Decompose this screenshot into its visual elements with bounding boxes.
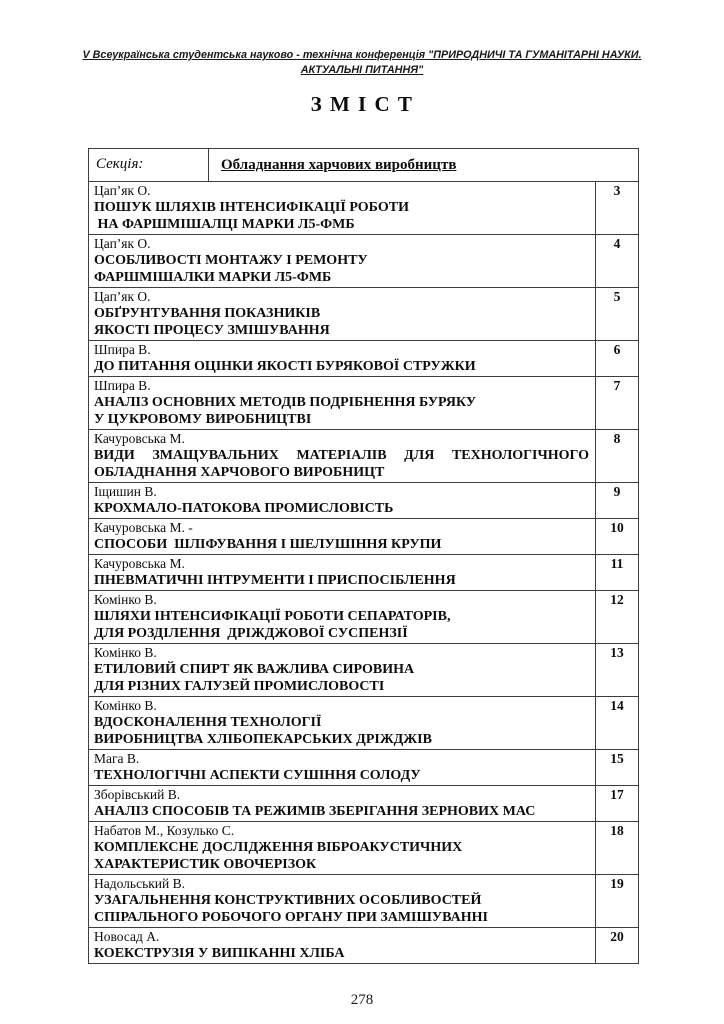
entry-title-line: КОМПЛЕКСНЕ ДОСЛІДЖЕННЯ ВІБРОАКУСТИЧНИХ (94, 840, 463, 855)
table-row (89, 697, 639, 750)
entry-page-number: 4 (596, 235, 639, 288)
entry-title-line: КОЕКСТРУЗІЯ У ВИПІКАННІ ХЛІБА (94, 946, 345, 961)
table-row (89, 519, 639, 555)
entry-title-line: ПОШУК ШЛЯХІВ ІНТЕНСИФІКАЦІЇ РОБОТИ (94, 200, 409, 215)
table-row (89, 875, 639, 928)
entry-title-line: ВИРОБНИЦТВА ХЛІБОПЕКАРСЬКИХ ДРІЖДЖІВ (94, 732, 432, 747)
entry-cell (89, 288, 596, 341)
table-row (89, 430, 639, 483)
entry-title-line: ЯКОСТІ ПРОЦЕСУ ЗМІШУВАННЯ (94, 323, 330, 338)
entry-cell (89, 822, 596, 875)
entry-author: Зборівський В. (94, 787, 181, 802)
entry-author: Новосад А. (94, 929, 160, 944)
entry-cell (89, 786, 596, 822)
entry-title-line: ЕТИЛОВИЙ СПИРТ ЯК ВАЖЛИВА СИРОВИНА (94, 662, 415, 677)
table-row (89, 235, 639, 288)
entry-title-line: ВИДИ ЗМАЩУВАЛЬНИХ МАТЕРІАЛІВ ДЛЯ ТЕХНОЛОГІЧНОГО (94, 448, 589, 463)
entry-cell (89, 483, 596, 519)
entry-cell (89, 928, 596, 964)
entry-author: Іщишин В. (94, 484, 157, 499)
entry-title-line: ВДОСКОНАЛЕННЯ ТЕХНОЛОГІЇ (94, 715, 322, 730)
entry-author: Комінко В. (94, 645, 157, 660)
entry-author: Набатов М., Козулько С. (94, 823, 235, 838)
entry-author: Качуровська М. - (94, 520, 193, 535)
entry-page-number: 17 (596, 786, 639, 822)
entry-author: Цап’як О. (94, 183, 151, 198)
entry-author: Комінко В. (94, 698, 157, 713)
entry-page-number: 20 (596, 928, 639, 964)
entry-title-line: ОБҐРУНТУВАННЯ ПОКАЗНИКІВ (94, 306, 321, 321)
entry-page-number: 14 (596, 697, 639, 750)
entry-cell (89, 750, 596, 786)
conference-header-line1: V Всеукраїнська студентська науково - технічна конференція "ПРИРОДНИЧІ ТА ГУМАНІТАРНІ НАУКИ. (82, 49, 642, 61)
entry-cell (89, 377, 596, 430)
entry-page-number: 6 (596, 341, 639, 377)
conference-header (0, 0, 724, 78)
entry-title-line: ДЛЯ РОЗДІЛЕННЯ ДРІЖДЖОВОЇ СУСПЕНЗІЇ (94, 626, 408, 641)
entry-author: Шпира В. (94, 378, 151, 393)
entry-title-line: ХАРАКТЕРИСТИК ОВОЧЕРІЗОК (94, 857, 317, 872)
entry-cell (89, 182, 596, 235)
entry-page-number: 3 (596, 182, 639, 235)
entry-title-line: АНАЛІЗ ОСНОВНИХ МЕТОДІВ ПОДРІБНЕННЯ БУРЯКУ (94, 395, 477, 410)
entry-title-line: УЗАГАЛЬНЕННЯ КОНСТРУКТИВНИХ ОСОБЛИВОСТЕЙ (94, 893, 482, 908)
entry-title-line: СПОСОБИ ШЛІФУВАННЯ І ШЕЛУШІННЯ КРУПИ (94, 537, 442, 552)
entry-title-line: ДЛЯ РІЗНИХ ГАЛУЗЕЙ ПРОМИСЛОВОСТІ (94, 679, 385, 694)
entry-page-number: 19 (596, 875, 639, 928)
entry-cell (89, 644, 596, 697)
entry-title-line: ПНЕВМАТИЧНІ ІНТРУМЕНТИ І ПРИСПОСІБЛЕННЯ (94, 573, 456, 588)
entry-cell (89, 341, 596, 377)
entry-cell (89, 430, 596, 483)
entry-title-line: ТЕХНОЛОГІЧНІ АСПЕКТИ СУШІННЯ СОЛОДУ (94, 768, 421, 783)
entry-title-line: У ЦУКРОВОМУ ВИРОБНИЦТВІ (94, 412, 312, 427)
table-row (89, 341, 639, 377)
entry-title-line: КРОХМАЛО-ПАТОКОВА ПРОМИСЛОВІСТЬ (94, 501, 394, 516)
table-row (89, 555, 639, 591)
entry-page-number: 15 (596, 750, 639, 786)
entry-page-number: 9 (596, 483, 639, 519)
entry-page-number: 18 (596, 822, 639, 875)
entry-title-line: ШЛЯХИ ІНТЕНСИФІКАЦІЇ РОБОТИ СЕПАРАТОРІВ, (94, 609, 451, 624)
entry-title-line: НА ФАРШМІШАЛЦІ МАРКИ Л5-ФМБ (94, 217, 355, 232)
entry-author: Надольський В. (94, 876, 185, 891)
section-value-cell (209, 149, 639, 182)
table-row (89, 786, 639, 822)
entry-author: Комінко В. (94, 592, 157, 607)
table-row (89, 483, 639, 519)
table-row (89, 288, 639, 341)
entry-page-number: 13 (596, 644, 639, 697)
table-row (89, 750, 639, 786)
table-row (89, 377, 639, 430)
entry-cell (89, 519, 596, 555)
table-row (89, 591, 639, 644)
entry-page-number: 11 (596, 555, 639, 591)
entry-author: Качуровська М. (94, 431, 185, 446)
entry-title-line: СПІРАЛЬНОГО РОБОЧОГО ОРГАНУ ПРИ ЗАМІШУВАННІ (94, 910, 488, 925)
entry-cell (89, 555, 596, 591)
entry-title-line: ФАРШМІШАЛКИ МАРКИ Л5-ФМБ (94, 270, 332, 285)
entry-author: Качуровська М. (94, 556, 185, 571)
entry-title-line: ОБЛАДНАННЯ ХАРЧОВОГО ВИРОБНИЦТ (94, 465, 385, 480)
entry-author: Мага В. (94, 751, 140, 766)
entry-page-number: 10 (596, 519, 639, 555)
entry-cell (89, 697, 596, 750)
entry-title-line: АНАЛІЗ СПОСОБІВ ТА РЕЖИМІВ ЗБЕРІГАННЯ ЗЕРНОВИХ МАС (94, 804, 536, 819)
entry-cell (89, 235, 596, 288)
entry-author: Цап’як О. (94, 289, 151, 304)
entry-title-line: ДО ПИТАННЯ ОЦІНКИ ЯКОСТІ БУРЯКОВОЇ СТРУЖКИ (94, 359, 476, 374)
section-title: Обладнання харчових виробництв (221, 157, 457, 173)
toc-table (88, 148, 639, 964)
entry-author: Цап’як О. (94, 236, 151, 251)
table-row (89, 182, 639, 235)
entry-author: Шпира В. (94, 342, 151, 357)
table-row (89, 822, 639, 875)
table-row (89, 644, 639, 697)
entry-page-number: 12 (596, 591, 639, 644)
entry-page-number: 5 (596, 288, 639, 341)
entry-page-number: 8 (596, 430, 639, 483)
conference-header-line2: АКТУАЛЬНІ ПИТАННЯ" (300, 64, 424, 76)
toc-body (89, 182, 639, 964)
table-row (89, 928, 639, 964)
entry-cell (89, 591, 596, 644)
section-row (89, 149, 639, 182)
entry-title-line: ОСОБЛИВОСТІ МОНТАЖУ І РЕМОНТУ (94, 253, 368, 268)
entry-cell (89, 875, 596, 928)
entry-page-number: 7 (596, 377, 639, 430)
section-label: Секція: (89, 149, 209, 182)
footer-page-number: 278 (350, 992, 374, 1008)
page-title: З М І С Т (310, 92, 414, 116)
